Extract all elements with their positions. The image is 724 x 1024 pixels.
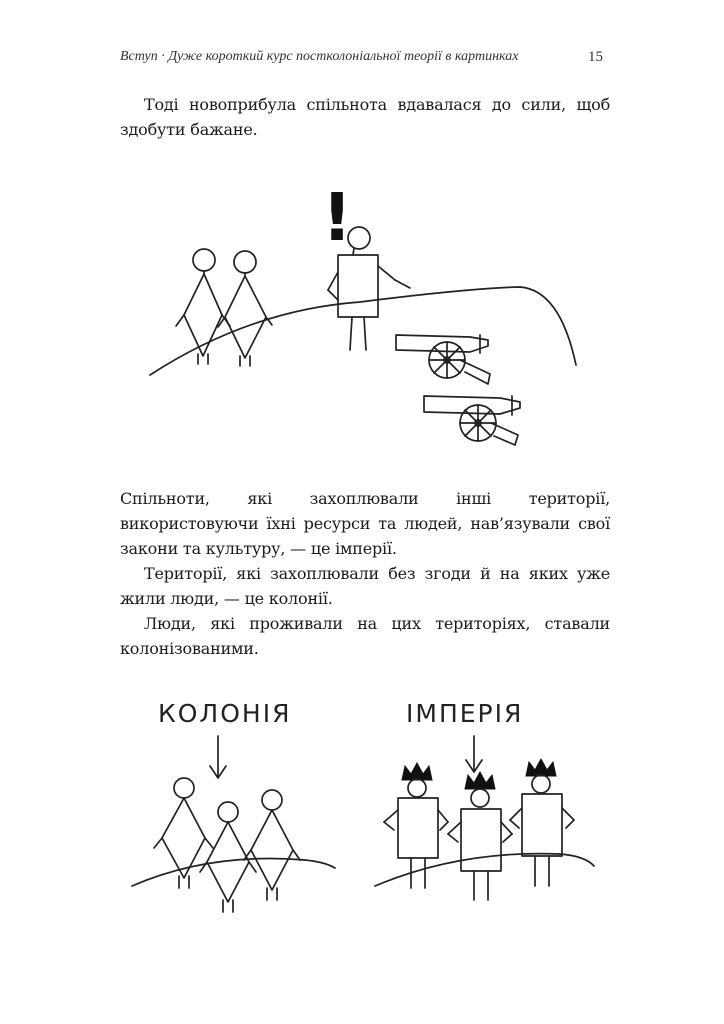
page-number: 15: [588, 49, 603, 65]
empire-figure-1: [384, 763, 448, 888]
colony-arrow: [210, 736, 226, 778]
illustration-conquest: [0, 160, 724, 480]
empire-figure-3: [510, 759, 574, 886]
cannon-2: [424, 396, 520, 445]
running-head: Вступ · Дуже короткий курс постколоніальної теорії в картинках: [120, 49, 519, 64]
label-colony: КОЛОНІЯ: [158, 699, 292, 728]
colonized-figure-3: [244, 790, 300, 900]
crown-icon: [526, 759, 556, 776]
paragraph-1-block: [120, 92, 610, 142]
paragraph-3: Території, які захоплювали без згоди й на яких уже жили люди, — це колонії.: [120, 564, 610, 608]
colonized-figure-1: [154, 778, 213, 888]
native-figure-1: [176, 249, 230, 364]
paragraph-4: Люди, які проживали на цих територіях, ставали колонізованими.: [120, 614, 610, 658]
empire-arrow: [466, 736, 482, 772]
paragraph-2: Спільноти, які захоплювали інші території, використовуючи їхні ресурси та людей, нав’язували свої закони та культуру, — це імперії.: [120, 489, 610, 558]
cannon-1: [396, 335, 490, 384]
colonized-figure-2: [200, 802, 256, 912]
label-empire: ІМПЕРІЯ: [406, 699, 524, 728]
illustration-colony-empire: [0, 690, 724, 970]
native-figure-2: [218, 251, 272, 366]
empire-figure-2: [448, 772, 512, 900]
definitions-block: [120, 486, 610, 661]
crown-icon: [465, 772, 495, 789]
colony-hill: [132, 858, 335, 886]
exclamation-mark: !: [322, 179, 353, 256]
paragraph-1: Тоді новоприбула спільнота вдавалася до сили, щоб здобути бажане.: [120, 95, 610, 139]
crown-icon: [402, 763, 432, 780]
